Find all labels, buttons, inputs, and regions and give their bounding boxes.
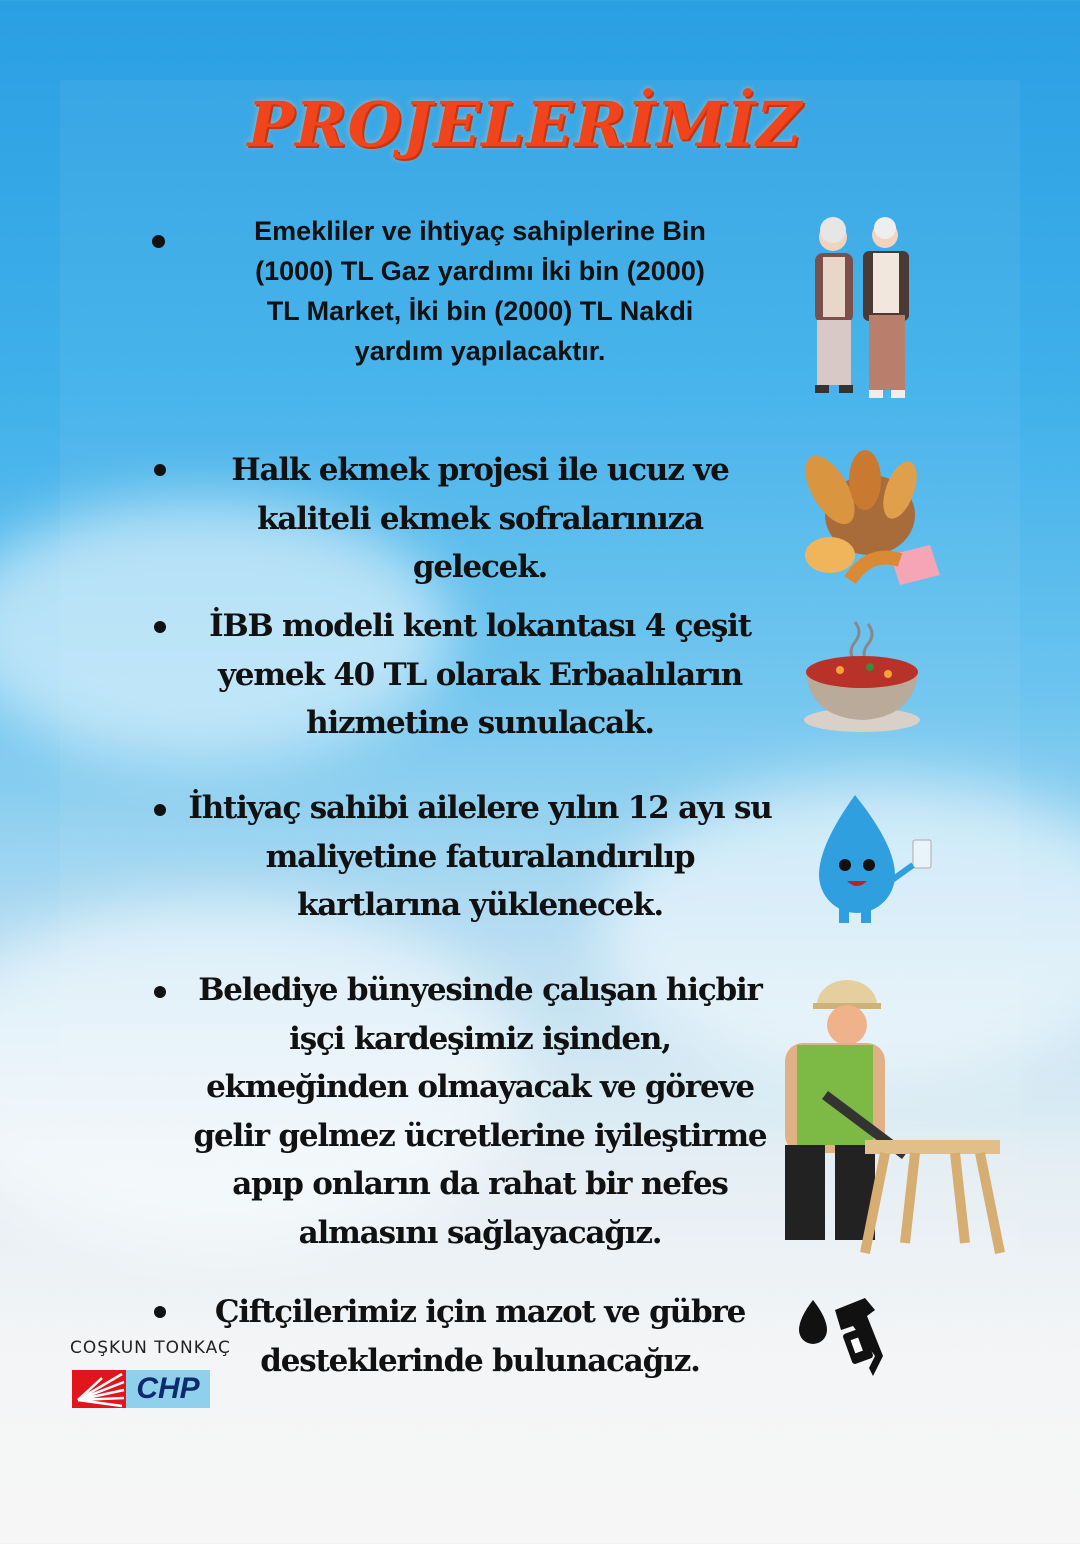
item-line: Çiftçilerimiz için mazot ve gübre (214, 1294, 746, 1330)
bullet (152, 235, 165, 248)
item-line: almasını sağlayacağız. (298, 1214, 662, 1251)
six-arrows-icon (72, 1370, 126, 1408)
bullet (154, 986, 166, 998)
worker-icon (755, 975, 1015, 1265)
item-line: Halk ekmek projesi ile ucuz ve (231, 452, 729, 488)
item-line: gelir gelmez ücretlerine iyileştirme (193, 1117, 767, 1154)
item-line: işçi kardeşimiz işinden, (289, 1020, 671, 1057)
item-line: Belediye bünyesinde çalışan hiçbir (198, 972, 762, 1008)
item-line: maliyetine faturalandırılıp (265, 838, 695, 875)
page-title: PROJELERİMİZ (247, 88, 803, 161)
bullet (154, 464, 166, 476)
elderly-couple-icon (795, 215, 925, 405)
item-line: ekmeğinden olmayacak ve göreve (206, 1069, 754, 1105)
item-line: TL Market, İki bin (2000) TL Nakdi (266, 296, 694, 326)
item-line: kartlarına yüklenecek. (297, 887, 663, 923)
item-line: İBB modeli kent lokantası 4 çeşit (209, 608, 751, 644)
chp-logo (72, 1370, 210, 1408)
item-line: gelecek. (412, 549, 548, 585)
bullet (154, 804, 166, 816)
bread-basket-icon (795, 445, 945, 590)
item-line: hizmetine sunulacak. (306, 705, 654, 741)
item-line: desteklerinde bulunacağız. (260, 1342, 700, 1379)
item-line: yemek 40 TL olarak Erbaalıların (217, 656, 743, 693)
logo-text: CHP (126, 1370, 210, 1408)
bullet (154, 1306, 166, 1318)
item-line: Emekliler ve ihtiyaç sahiplerine Bin (254, 216, 706, 246)
item-line: (1000) TL Gaz yardımı İki bin (2000) (255, 256, 705, 286)
item-line: yardım yapılacaktır. (354, 336, 606, 366)
signature: COŞKUN TONKAÇ (70, 1338, 231, 1358)
water-drop-icon (795, 785, 945, 930)
bullet (154, 621, 166, 633)
soup-bowl-icon (800, 612, 925, 742)
item-line: apıp onların da rahat bir nefes (232, 1166, 728, 1202)
item-line: kaliteli ekmek sofralarınıza (257, 500, 703, 537)
item-line: İhtiyaç sahibi ailelere yılın 12 ayı su (188, 790, 772, 826)
fuel-nozzle-icon (795, 1290, 895, 1380)
